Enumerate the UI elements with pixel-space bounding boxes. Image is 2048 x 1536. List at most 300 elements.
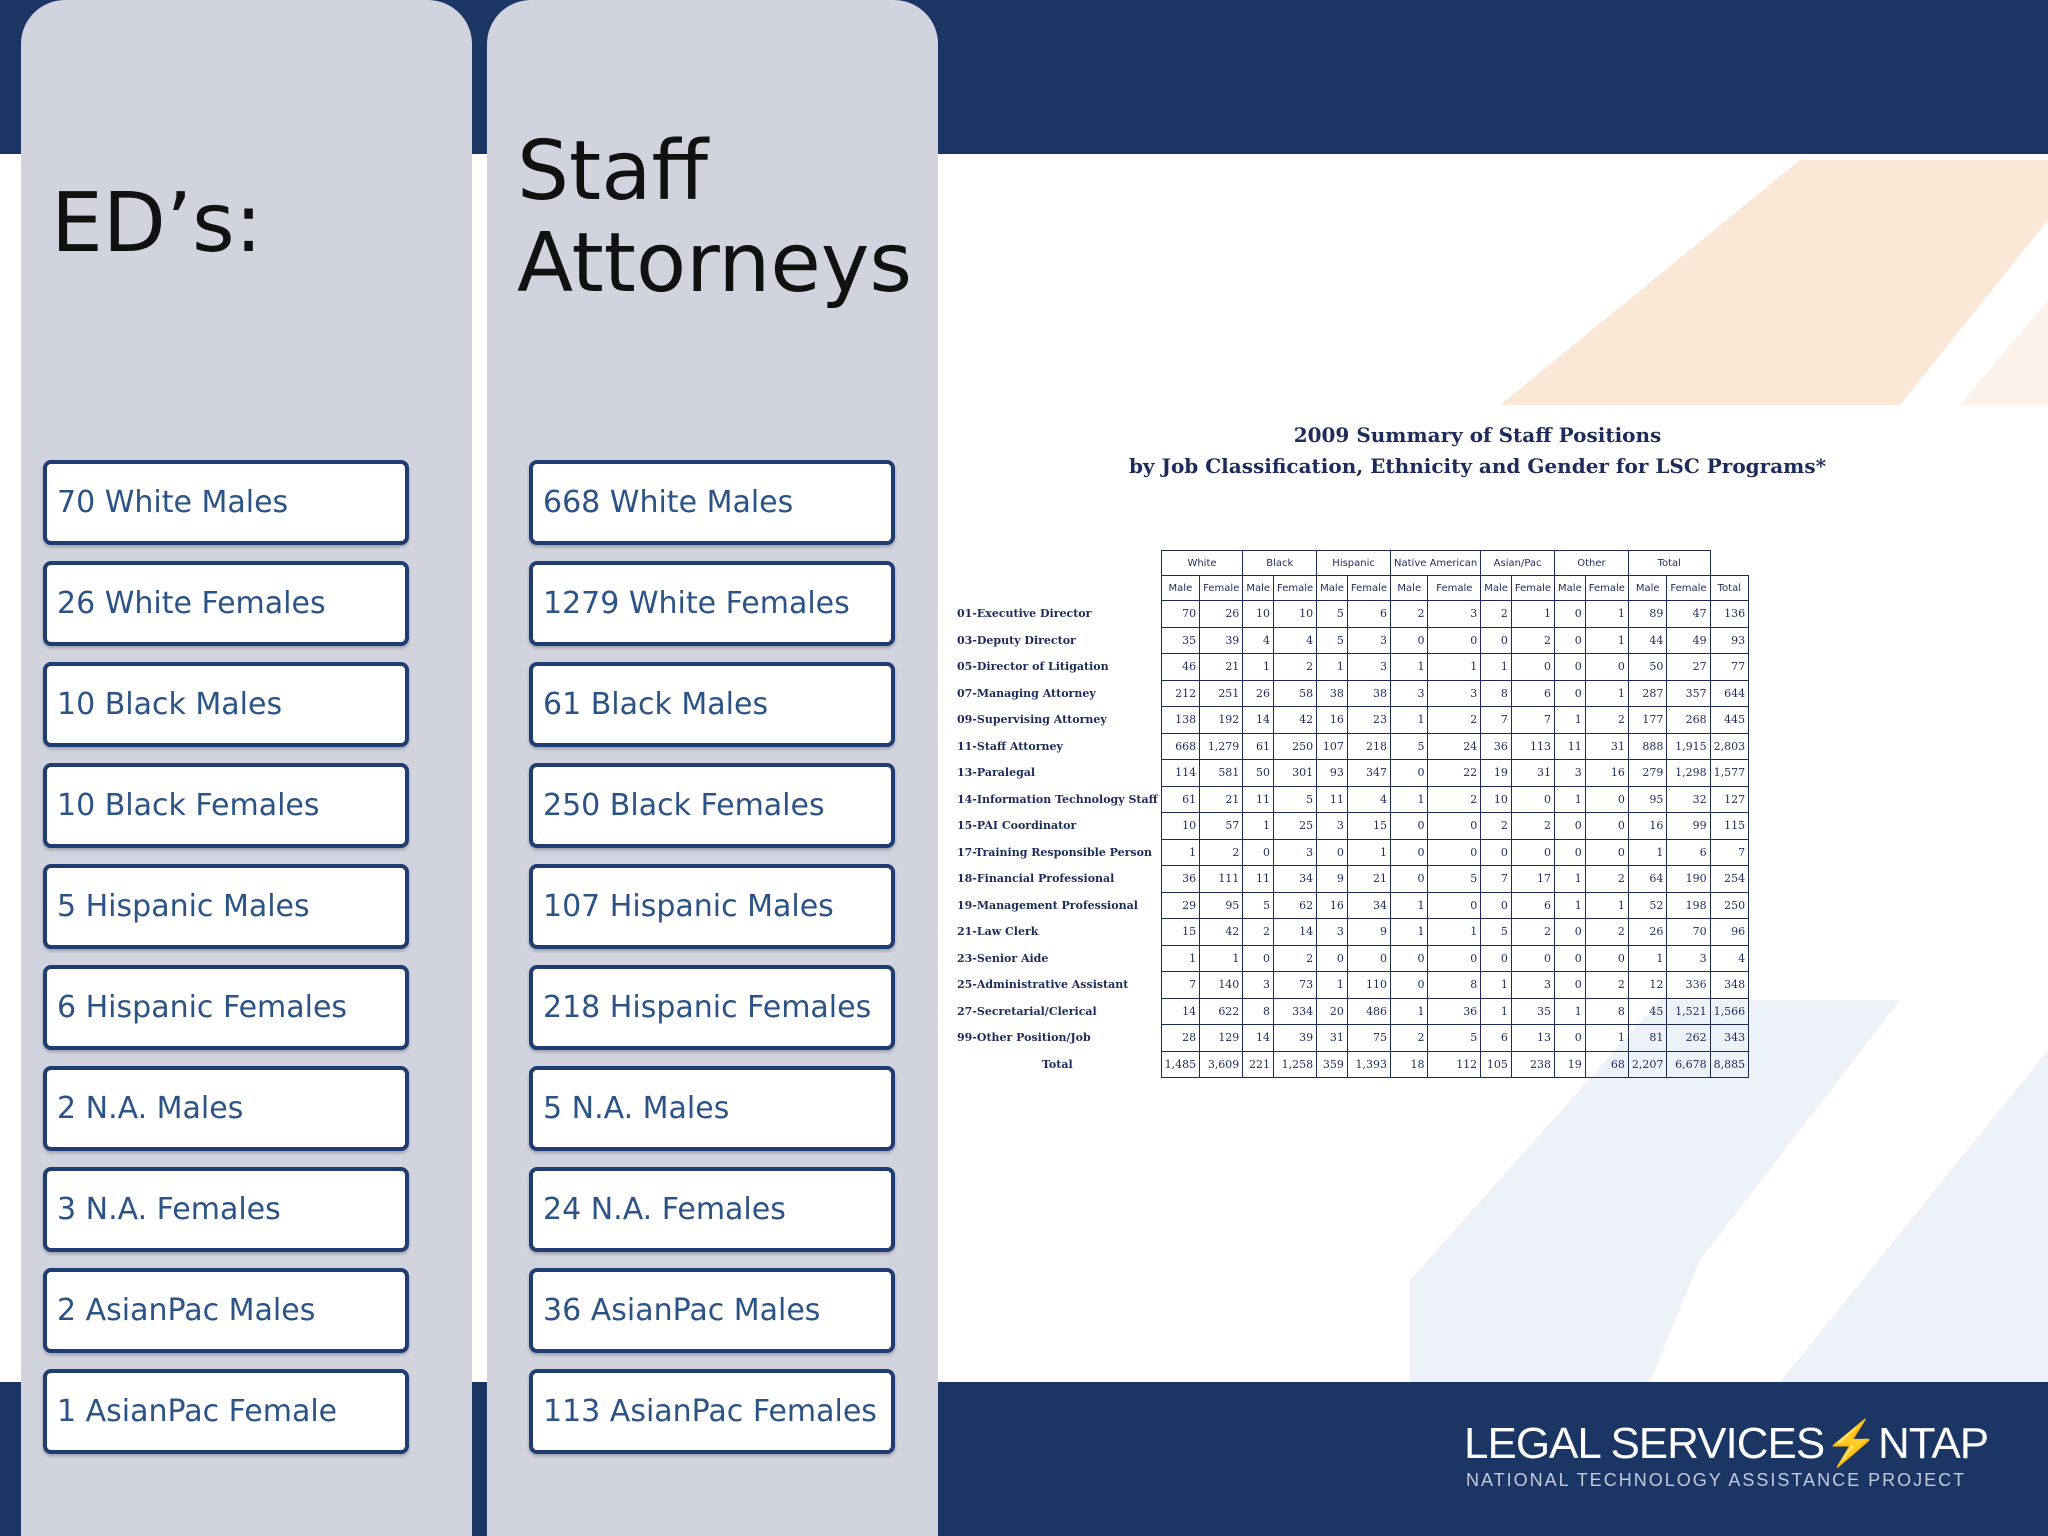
- table-row: [954, 680, 1749, 707]
- table-row: [954, 813, 1749, 840]
- table-cell: 212: [1161, 680, 1200, 707]
- table-cell: 39: [1274, 1025, 1317, 1052]
- table-cell: 1: [1391, 892, 1428, 919]
- table-cell: 7: [1511, 707, 1554, 734]
- table-cell: 1: [1481, 972, 1512, 999]
- table-cell: 2: [1391, 601, 1428, 628]
- table-cell: 32: [1667, 786, 1710, 813]
- table-cell: 218: [1347, 733, 1390, 760]
- staff-attorney-stat-box: 218 Hispanic Females: [529, 965, 895, 1050]
- staff-attorney-stat-box: 250 Black Females: [529, 763, 895, 848]
- table-cell: 0: [1555, 654, 1586, 681]
- table-cell: 3,609: [1200, 1051, 1243, 1078]
- row-label: 11-Staff Attorney: [957, 739, 1063, 753]
- table-cell: 3: [1317, 813, 1348, 840]
- table-cell: 221: [1243, 1051, 1274, 1078]
- table-cell: 1: [1555, 998, 1586, 1025]
- table-cell: 16: [1317, 892, 1348, 919]
- table-cell: 1: [1243, 654, 1274, 681]
- table-cell: 31: [1511, 760, 1554, 787]
- sub-header-male: Male: [1317, 576, 1348, 601]
- row-label: 99-Other Position/Job: [957, 1031, 1091, 1045]
- table-cell: 1: [1585, 680, 1628, 707]
- table-cell: 25: [1274, 813, 1317, 840]
- table-cell: 5: [1428, 1025, 1481, 1052]
- table-cell: 57: [1200, 813, 1243, 840]
- staff-attorneys-title: Staff Attorneys: [517, 124, 913, 311]
- table-cell: 15: [1161, 919, 1200, 946]
- table-cell: 6,678: [1667, 1051, 1710, 1078]
- table-body: [954, 601, 1749, 1078]
- table-cell: 50: [1628, 654, 1667, 681]
- table-cell: 8: [1481, 680, 1512, 707]
- table-cell: 129: [1200, 1025, 1243, 1052]
- table-cell: 27: [1667, 654, 1710, 681]
- table-cell: 4: [1243, 627, 1274, 654]
- table-cell: 93: [1317, 760, 1348, 787]
- table-cell: 105: [1481, 1051, 1512, 1078]
- table-cell: 2,803: [1710, 733, 1749, 760]
- table-cell: 2: [1243, 919, 1274, 946]
- table-cell: 1: [1628, 945, 1667, 972]
- table-cell: 0: [1428, 813, 1481, 840]
- table-row: [954, 786, 1749, 813]
- table-cell: 1: [1391, 786, 1428, 813]
- table-cell: 38: [1347, 680, 1390, 707]
- table-cell: 39: [1200, 627, 1243, 654]
- table-cell: 7: [1710, 839, 1749, 866]
- logo-text-legal-services: LEGAL SERVICES: [1464, 1419, 1825, 1468]
- table-cell: 1,566: [1710, 998, 1749, 1025]
- table-cell: 9: [1347, 919, 1390, 946]
- table-cell: 58: [1274, 680, 1317, 707]
- table-cell: 359: [1317, 1051, 1348, 1078]
- table-cell: 26: [1243, 680, 1274, 707]
- table-cell: 6: [1511, 892, 1554, 919]
- table-cell: 70: [1667, 919, 1710, 946]
- table-cell: 2: [1511, 627, 1554, 654]
- table-cell: 28: [1161, 1025, 1200, 1052]
- table-cell: 0: [1243, 839, 1274, 866]
- table-cell: 0: [1555, 839, 1586, 866]
- sub-header-male: Male: [1161, 576, 1200, 601]
- table-cell: 0: [1391, 972, 1428, 999]
- table-cell: 0: [1511, 839, 1554, 866]
- table-cell: 262: [1667, 1025, 1710, 1052]
- table-cell: 0: [1585, 786, 1628, 813]
- table-cell: 3: [1274, 839, 1317, 866]
- table-cell: 107: [1317, 733, 1348, 760]
- table-cell: 1: [1200, 945, 1243, 972]
- table-cell: 0: [1317, 839, 1348, 866]
- group-header: Other: [1555, 551, 1629, 576]
- table-cell: 486: [1347, 998, 1390, 1025]
- table-cell: 8: [1243, 998, 1274, 1025]
- table-cell: 17: [1511, 866, 1554, 893]
- ed-stat-box: 70 White Males: [43, 460, 409, 545]
- table-cell: 4: [1347, 786, 1390, 813]
- table-cell: 73: [1274, 972, 1317, 999]
- table-cell: 35: [1511, 998, 1554, 1025]
- table-cell: 16: [1585, 760, 1628, 787]
- ed-stat-box: 2 N.A. Males: [43, 1066, 409, 1151]
- table-cell: 177: [1628, 707, 1667, 734]
- table-cell: 3: [1428, 680, 1481, 707]
- table-cell: 2: [1274, 654, 1317, 681]
- table-cell: 0: [1585, 813, 1628, 840]
- table-cell: 50: [1243, 760, 1274, 787]
- table-cell: 1: [1391, 707, 1428, 734]
- table-cell: 111: [1200, 866, 1243, 893]
- table-cell: 95: [1200, 892, 1243, 919]
- table-cell: 1,258: [1274, 1051, 1317, 1078]
- table-cell: 1: [1511, 601, 1554, 628]
- table-cell: 1: [1428, 919, 1481, 946]
- table-cell: 1: [1481, 998, 1512, 1025]
- ed-stat-box: 10 Black Males: [43, 662, 409, 747]
- table-cell: 47: [1667, 601, 1710, 628]
- table-cell: 34: [1274, 866, 1317, 893]
- table-cell: 13: [1511, 1025, 1554, 1052]
- group-header: Hispanic: [1317, 551, 1391, 576]
- table-cell: 0: [1391, 945, 1428, 972]
- table-cell: 42: [1200, 919, 1243, 946]
- table-cell: 2: [1428, 786, 1481, 813]
- table-cell: 29: [1161, 892, 1200, 919]
- table-cell: 61: [1161, 786, 1200, 813]
- table-cell: 2,207: [1628, 1051, 1667, 1078]
- table-cell: 62: [1274, 892, 1317, 919]
- table-cell: 357: [1667, 680, 1710, 707]
- table-cell: 70: [1161, 601, 1200, 628]
- table-cell: 0: [1347, 945, 1390, 972]
- table-cell: 0: [1428, 627, 1481, 654]
- table-cell: 10: [1161, 813, 1200, 840]
- table-cell: 21: [1347, 866, 1390, 893]
- group-header: Asian/Pac: [1481, 551, 1555, 576]
- table-cell: 0: [1391, 813, 1428, 840]
- table-cell: 21: [1200, 654, 1243, 681]
- ed-stat-box: 1 AsianPac Female: [43, 1369, 409, 1454]
- table-cell: 114: [1161, 760, 1200, 787]
- table-cell: 192: [1200, 707, 1243, 734]
- table-cell: 238: [1511, 1051, 1554, 1078]
- row-label: 17-Training Responsible Person: [957, 845, 1152, 859]
- table-cell: 64: [1628, 866, 1667, 893]
- table-cell: 279: [1628, 760, 1667, 787]
- table-cell: 1: [1243, 813, 1274, 840]
- table-cell: 198: [1667, 892, 1710, 919]
- table-cell: 96: [1710, 919, 1749, 946]
- table-cell: 38: [1317, 680, 1348, 707]
- table-cell: 36: [1428, 998, 1481, 1025]
- row-label: 05-Director of Litigation: [957, 660, 1109, 674]
- table-cell: 668: [1161, 733, 1200, 760]
- table-cell: 8,885: [1710, 1051, 1749, 1078]
- table-cell: 622: [1200, 998, 1243, 1025]
- sub-header-female: Female: [1274, 576, 1317, 601]
- table-cell: 348: [1710, 972, 1749, 999]
- table-cell: 26: [1200, 601, 1243, 628]
- table-cell: 0: [1481, 945, 1512, 972]
- table-cell: 347: [1347, 760, 1390, 787]
- document-title-line-1: 2009 Summary of Staff Positions: [1293, 423, 1662, 447]
- table-cell: 46: [1161, 654, 1200, 681]
- table-cell: 0: [1555, 945, 1586, 972]
- sub-header-female: Female: [1511, 576, 1554, 601]
- table-cell: 11: [1243, 786, 1274, 813]
- table-cell: 0: [1555, 680, 1586, 707]
- table-cell: 31: [1317, 1025, 1348, 1052]
- table-cell: 26: [1628, 919, 1667, 946]
- table-sub-header-row: [954, 576, 1749, 601]
- table-cell: 0: [1555, 627, 1586, 654]
- row-label: 14-Information Technology Staff: [957, 792, 1158, 806]
- table-cell: 1,521: [1667, 998, 1710, 1025]
- table-cell: 0: [1555, 1025, 1586, 1052]
- table-cell: 1: [1347, 839, 1390, 866]
- staff-attorney-stat-box: 5 N.A. Males: [529, 1066, 895, 1151]
- document-title-line-2: by Job Classification, Ethnicity and Gender for LSC Programs*: [1128, 454, 1827, 478]
- table-row: [954, 654, 1749, 681]
- table-row: [954, 707, 1749, 734]
- table-cell: 75: [1347, 1025, 1390, 1052]
- table-cell: 2: [1481, 813, 1512, 840]
- table-cell: 334: [1274, 998, 1317, 1025]
- table-row: [954, 627, 1749, 654]
- table-cell: 3: [1347, 627, 1390, 654]
- sub-header-male: Male: [1628, 576, 1667, 601]
- sub-header-male: Male: [1243, 576, 1274, 601]
- table-cell: 1: [1391, 919, 1428, 946]
- table-cell: 1: [1428, 654, 1481, 681]
- table-cell: 0: [1555, 972, 1586, 999]
- table-cell: 19: [1481, 760, 1512, 787]
- table-cell: 20: [1317, 998, 1348, 1025]
- table-cell: 23: [1347, 707, 1390, 734]
- table-cell: 190: [1667, 866, 1710, 893]
- sub-header-female: Female: [1200, 576, 1243, 601]
- table-cell: 36: [1481, 733, 1512, 760]
- table-cell: 445: [1710, 707, 1749, 734]
- table-cell: 3: [1317, 919, 1348, 946]
- table-cell: 250: [1274, 733, 1317, 760]
- table-cell: 21: [1200, 786, 1243, 813]
- logo-subtitle: NATIONAL TECHNOLOGY ASSISTANCE PROJECT: [1466, 1470, 1967, 1490]
- table-row: [954, 601, 1749, 628]
- table-cell: 7: [1161, 972, 1200, 999]
- table-cell: 12: [1628, 972, 1667, 999]
- table-row: [954, 733, 1749, 760]
- table-cell: 35: [1161, 627, 1200, 654]
- group-header: White: [1161, 551, 1243, 576]
- table-cell: 336: [1667, 972, 1710, 999]
- table-cell: 61: [1243, 733, 1274, 760]
- table-cell: 4: [1274, 627, 1317, 654]
- legal-services-ntap-logo: [1464, 1420, 1988, 1492]
- table-cell: 0: [1481, 839, 1512, 866]
- row-label: 21-Law Clerk: [957, 925, 1039, 939]
- table-cell: 0: [1317, 945, 1348, 972]
- table-cell: 0: [1481, 892, 1512, 919]
- row-label: 01-Executive Director: [957, 607, 1092, 621]
- table-cell: 2: [1511, 813, 1554, 840]
- table-cell: 112: [1428, 1051, 1481, 1078]
- table-cell: 3: [1511, 972, 1554, 999]
- table-cell: 6: [1347, 601, 1390, 628]
- table-cell: 6: [1511, 680, 1554, 707]
- table-cell: 0: [1428, 892, 1481, 919]
- group-header: Total: [1628, 551, 1710, 576]
- table-cell: 0: [1585, 945, 1628, 972]
- table-cell: 5: [1391, 733, 1428, 760]
- table-cell: 1: [1555, 892, 1586, 919]
- table-cell: 1: [1317, 654, 1348, 681]
- table-cell: 19: [1555, 1051, 1586, 1078]
- table-cell: 113: [1511, 733, 1554, 760]
- table-cell: 7: [1481, 866, 1512, 893]
- row-label: Total: [1041, 1057, 1073, 1071]
- table-cell: 14: [1274, 919, 1317, 946]
- table-cell: 138: [1161, 707, 1200, 734]
- table-cell: 45: [1628, 998, 1667, 1025]
- table-cell: 115: [1710, 813, 1749, 840]
- table-cell: 1: [1391, 654, 1428, 681]
- row-label: 27-Secretarial/Clerical: [957, 1004, 1097, 1018]
- table-cell: 1: [1391, 998, 1428, 1025]
- logo-arrow-icon: ⚡: [1824, 1419, 1878, 1468]
- sub-header-male: Male: [1391, 576, 1428, 601]
- table-cell: 136: [1710, 601, 1749, 628]
- table-row: [954, 760, 1749, 787]
- table-cell: 10: [1274, 601, 1317, 628]
- row-label: 25-Administrative Assistant: [957, 978, 1129, 992]
- table-cell: 18: [1391, 1051, 1428, 1078]
- sub-header-male: Male: [1555, 576, 1586, 601]
- table-cell: 1: [1555, 866, 1586, 893]
- table-row: [954, 866, 1749, 893]
- table-cell: 89: [1628, 601, 1667, 628]
- table-cell: 301: [1274, 760, 1317, 787]
- group-header: Native American: [1391, 551, 1481, 576]
- staff-attorney-stat-box: 668 White Males: [529, 460, 895, 545]
- table-cell: 11: [1555, 733, 1586, 760]
- table-cell: 110: [1347, 972, 1390, 999]
- table-cell: 0: [1555, 919, 1586, 946]
- table-cell: 1,279: [1200, 733, 1243, 760]
- table-row: [954, 998, 1749, 1025]
- table-cell: 1: [1555, 707, 1586, 734]
- table-cell: 52: [1628, 892, 1667, 919]
- table-cell: 1: [1317, 972, 1348, 999]
- table-cell: 42: [1274, 707, 1317, 734]
- ed-stat-box: 5 Hispanic Males: [43, 864, 409, 949]
- table-cell: 5: [1274, 786, 1317, 813]
- table-cell: 1: [1555, 786, 1586, 813]
- logo-wordmark: [1464, 1420, 1988, 1468]
- table-cell: 36: [1161, 866, 1200, 893]
- ed-stat-box: 26 White Females: [43, 561, 409, 646]
- table-cell: 1,393: [1347, 1051, 1390, 1078]
- table-cell: 343: [1710, 1025, 1749, 1052]
- staff-attorney-stat-box: 107 Hispanic Males: [529, 864, 895, 949]
- table-cell: 5: [1428, 866, 1481, 893]
- table-cell: 93: [1710, 627, 1749, 654]
- ed-stat-box: 6 Hispanic Females: [43, 965, 409, 1050]
- table-cell: 0: [1428, 945, 1481, 972]
- row-label: 18-Financial Professional: [957, 872, 1115, 886]
- table-cell: 10: [1481, 786, 1512, 813]
- sub-header-total: Total: [1710, 576, 1749, 601]
- staff-attorney-stat-box: 36 AsianPac Males: [529, 1268, 895, 1353]
- row-label: 19-Management Professional: [957, 898, 1138, 912]
- staff-attorney-stat-box: 113 AsianPac Females: [529, 1369, 895, 1454]
- table-cell: 0: [1391, 839, 1428, 866]
- sub-header-female: Female: [1347, 576, 1390, 601]
- table-cell: 127: [1710, 786, 1749, 813]
- table-cell: 3: [1347, 654, 1390, 681]
- table-cell: 3: [1391, 680, 1428, 707]
- table-cell: 0: [1391, 866, 1428, 893]
- table-cell: 1: [1585, 601, 1628, 628]
- sub-header-male: Male: [1481, 576, 1512, 601]
- table-cell: 8: [1428, 972, 1481, 999]
- table-cell: 6: [1667, 839, 1710, 866]
- table-cell: 5: [1317, 601, 1348, 628]
- table-total-row: [954, 1051, 1749, 1078]
- eds-title: ED’s:: [51, 176, 263, 271]
- table-cell: 1,485: [1161, 1051, 1200, 1078]
- staff-attorney-stat-box: 24 N.A. Females: [529, 1167, 895, 1252]
- table-cell: 2: [1585, 972, 1628, 999]
- table-cell: 1: [1481, 654, 1512, 681]
- table-cell: 3: [1243, 972, 1274, 999]
- staff-attorney-stat-box: 61 Black Males: [529, 662, 895, 747]
- table-cell: 44: [1628, 627, 1667, 654]
- ed-stat-box: 10 Black Females: [43, 763, 409, 848]
- table-cell: 3: [1555, 760, 1586, 787]
- table-cell: 268: [1667, 707, 1710, 734]
- row-label: 07-Managing Attorney: [957, 686, 1096, 700]
- table-cell: 0: [1511, 786, 1554, 813]
- table-cell: 16: [1628, 813, 1667, 840]
- table-cell: 24: [1428, 733, 1481, 760]
- table-row: [954, 972, 1749, 999]
- table-cell: 16: [1317, 707, 1348, 734]
- table-cell: 10: [1243, 601, 1274, 628]
- sub-header-female: Female: [1667, 576, 1710, 601]
- table-cell: 0: [1481, 627, 1512, 654]
- table-cell: 0: [1391, 627, 1428, 654]
- table-cell: 3: [1428, 601, 1481, 628]
- table-cell: 5: [1243, 892, 1274, 919]
- table-cell: 15: [1347, 813, 1390, 840]
- staff-attorney-stat-box: 1279 White Females: [529, 561, 895, 646]
- table-cell: 0: [1585, 654, 1628, 681]
- staff-positions-table: [954, 550, 1749, 1078]
- table-cell: 2: [1585, 866, 1628, 893]
- table-cell: 140: [1200, 972, 1243, 999]
- table-cell: 1: [1585, 1025, 1628, 1052]
- table-cell: 1: [1585, 627, 1628, 654]
- logo-text-ntap: NTAP: [1877, 1419, 1989, 1468]
- table-cell: 0: [1555, 813, 1586, 840]
- table-cell: 9: [1317, 866, 1348, 893]
- group-header: Black: [1243, 551, 1317, 576]
- table-cell: 49: [1667, 627, 1710, 654]
- table-cell: 5: [1481, 919, 1512, 946]
- table-cell: 287: [1628, 680, 1667, 707]
